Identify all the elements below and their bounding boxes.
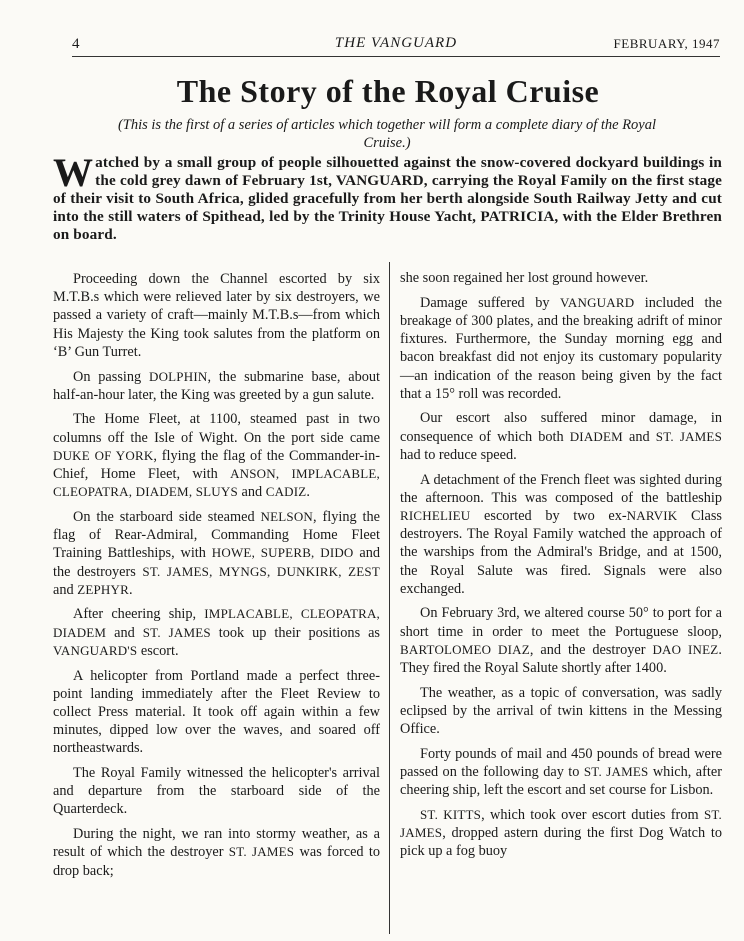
text-run: , dropped astern during the first Dog Watch to pick up a fog buoy: [400, 825, 722, 860]
right-column: [400, 269, 722, 867]
ship-name: NARVIK: [626, 507, 678, 523]
ship-name: NELSON: [260, 508, 313, 524]
article-title: The Story of the Royal Cruise: [176, 73, 600, 109]
text-run: On passing: [73, 368, 149, 385]
article-lead-paragraph: [53, 150, 722, 244]
text-run: The Home Fleet, at 1100, steamed past in two columns off the Isle of Wight. On the port side came: [53, 411, 380, 446]
ship-name: IMPLACABLE, CLEOPATRA, DIADEM: [53, 606, 381, 640]
column-divider: [389, 262, 390, 934]
text-run: Class destroyers. The Royal Family watched the approach of the warships from the Admiral's Bridge, and at 1500, the Royal Salute was fired. Signals were also exchanged.: [400, 507, 722, 597]
text-run: , and the destroyer: [529, 641, 653, 658]
text-run: Our escort also suffered minor damage, in consequence of which both: [400, 410, 722, 445]
lead-text: atched by a small group of people silhouetted against the snow-covered dockyard buildings in the cold grey dawn of February 1st, VANGUARD, carrying the Royal Family on the first stage of their visit to South Africa, glided gracefully from her berth alongside South Railway Jetty and cut into the still waters of Spithead, led by the Trinity House Yacht, PATRICIA, with the Elder Brethren on board.: [53, 154, 722, 243]
ship-name: ST. JAMES: [142, 624, 211, 640]
text-run: and: [237, 484, 266, 501]
paragraph: [53, 605, 380, 660]
running-header: [72, 34, 720, 57]
text-run: took up their positions as: [210, 624, 380, 641]
ship-name: ST. JAMES, MYNGS, DUNKIRK, ZEST: [142, 563, 380, 579]
text-run: , flying the flag of the Commander-in-Chief, Home Fleet, with: [53, 447, 380, 483]
drop-cap: W: [53, 150, 94, 195]
ship-name: ANSON, IMPLACABLE, CLEOPATRA, DIADEM, SLUYS: [53, 466, 380, 500]
text-run: On the starboard side steamed: [73, 508, 261, 525]
ship-name: VANGUARD: [559, 294, 635, 310]
ship-name: DUKE OF YORK: [53, 447, 154, 463]
paragraph: [400, 471, 722, 598]
text-run: included the breakage of 300 plates, and the breaking adrift of minor fixtures. Furthermore, the Sunday morning egg and bacon breakfast did not enjoy its customary popularity—an indication of the reason being given by the fact that a 15° roll was recorded.: [400, 294, 722, 402]
text-run: Damage suffered by: [420, 294, 560, 311]
text-run: which, after cheering ship, left the escort and set course for Lisbon.: [400, 764, 722, 799]
ship-name: DIADEM: [569, 428, 623, 444]
text-run: On February 3rd, we altered course 50° to port for a short time in order to meet the Portuguese sloop,: [400, 605, 722, 640]
ship-name: ST. JAMES: [583, 764, 649, 780]
ship-name: DOLPHIN: [148, 368, 208, 384]
ship-name: BARTOLOMEO DIAZ: [400, 641, 530, 657]
text-run: During the night, we ran into stormy weather, as a result of which the destroyer: [53, 826, 380, 861]
paragraph: [53, 508, 380, 599]
text-run: . They fired the Royal Salute shortly after 1400.: [400, 641, 722, 677]
article-subtitle: (This is the first of a series of articles which together will form a complete diary of the Royal Cruise.): [117, 117, 657, 151]
text-run: was forced to drop back;: [53, 844, 380, 879]
text-run: After cheering ship,: [73, 606, 205, 623]
paragraph: [400, 745, 722, 800]
paragraph-continued: she soon regained her lost ground however.: [400, 270, 649, 286]
paragraph: [53, 410, 380, 501]
ship-name: ST. JAMES: [655, 428, 722, 444]
text-run: .: [128, 581, 133, 598]
text-run: and: [106, 624, 143, 641]
paragraph: Proceeding down the Channel escorted by six M.T.B.s which were relieved later by six destroyers, we passed a variety of craft—mainly M.T.B.s—from which His Majesty the King took salutes from the platform on ‘B’ Gun Turret.: [53, 271, 380, 360]
ship-name: ST. JAMES: [228, 844, 295, 860]
paragraph: [400, 409, 722, 464]
paragraph: [53, 368, 380, 404]
text-run: and: [622, 428, 656, 445]
text-run: Forty pounds of mail and 450 pounds of bread were passed on the following day to: [400, 745, 722, 781]
text-run: had to reduce speed.: [400, 446, 517, 463]
text-run: and the destroyers: [53, 545, 381, 580]
publication-title: THE VANGUARD: [334, 35, 458, 51]
paragraph: [400, 604, 722, 677]
ship-name: HOWE, SUPERB, DIDO: [211, 545, 354, 561]
paragraph: [53, 825, 380, 880]
paragraph: The weather, as a topic of conversation, was sadly eclipsed by the arrival of twin kittens in the Messing Office.: [400, 684, 722, 738]
text-run: A detachment of the French fleet was sighted during the afternoon. This was composed of the battleship: [400, 471, 722, 506]
paragraph: [400, 806, 722, 861]
text-run: , the submarine base, about half-an-hour later, the King was greeted by a gun salute.: [53, 368, 380, 403]
ship-name: ST. KITTS: [420, 806, 482, 822]
paragraph: A helicopter from Portland made a perfect three-point landing immediately after the Fleet Review to collect Press material. It took off again within a few minutes, dipped low over the waves, and soared off northeastwards.: [53, 667, 380, 757]
issue-date: FEBRUARY, 1947: [613, 36, 720, 51]
ship-name: ZEPHYR: [77, 581, 129, 597]
ship-name: RICHELIEU: [400, 507, 471, 523]
text-run: escort.: [137, 642, 179, 659]
paragraph: [400, 294, 722, 403]
ship-name: ST. JAMES: [400, 806, 722, 841]
paragraph: The Royal Family witnessed the helicopter's arrival and departure from the starboard side of the Quarterdeck.: [53, 765, 380, 818]
text-run: .: [306, 484, 310, 501]
text-run: , which took over escort duties from: [481, 806, 704, 823]
ship-name: DAO INEZ: [652, 641, 719, 657]
ship-name: CADIZ: [265, 484, 307, 500]
text-run: and: [53, 581, 78, 598]
ship-name: VANGUARD'S: [53, 642, 138, 658]
text-run: , flying the flag of Rear-Admiral, Commanding Home Fleet Training Battleships, with: [53, 508, 380, 562]
left-column: [53, 270, 380, 886]
page-number: 4: [72, 36, 80, 52]
text-run: escorted by two ex-: [470, 507, 627, 524]
